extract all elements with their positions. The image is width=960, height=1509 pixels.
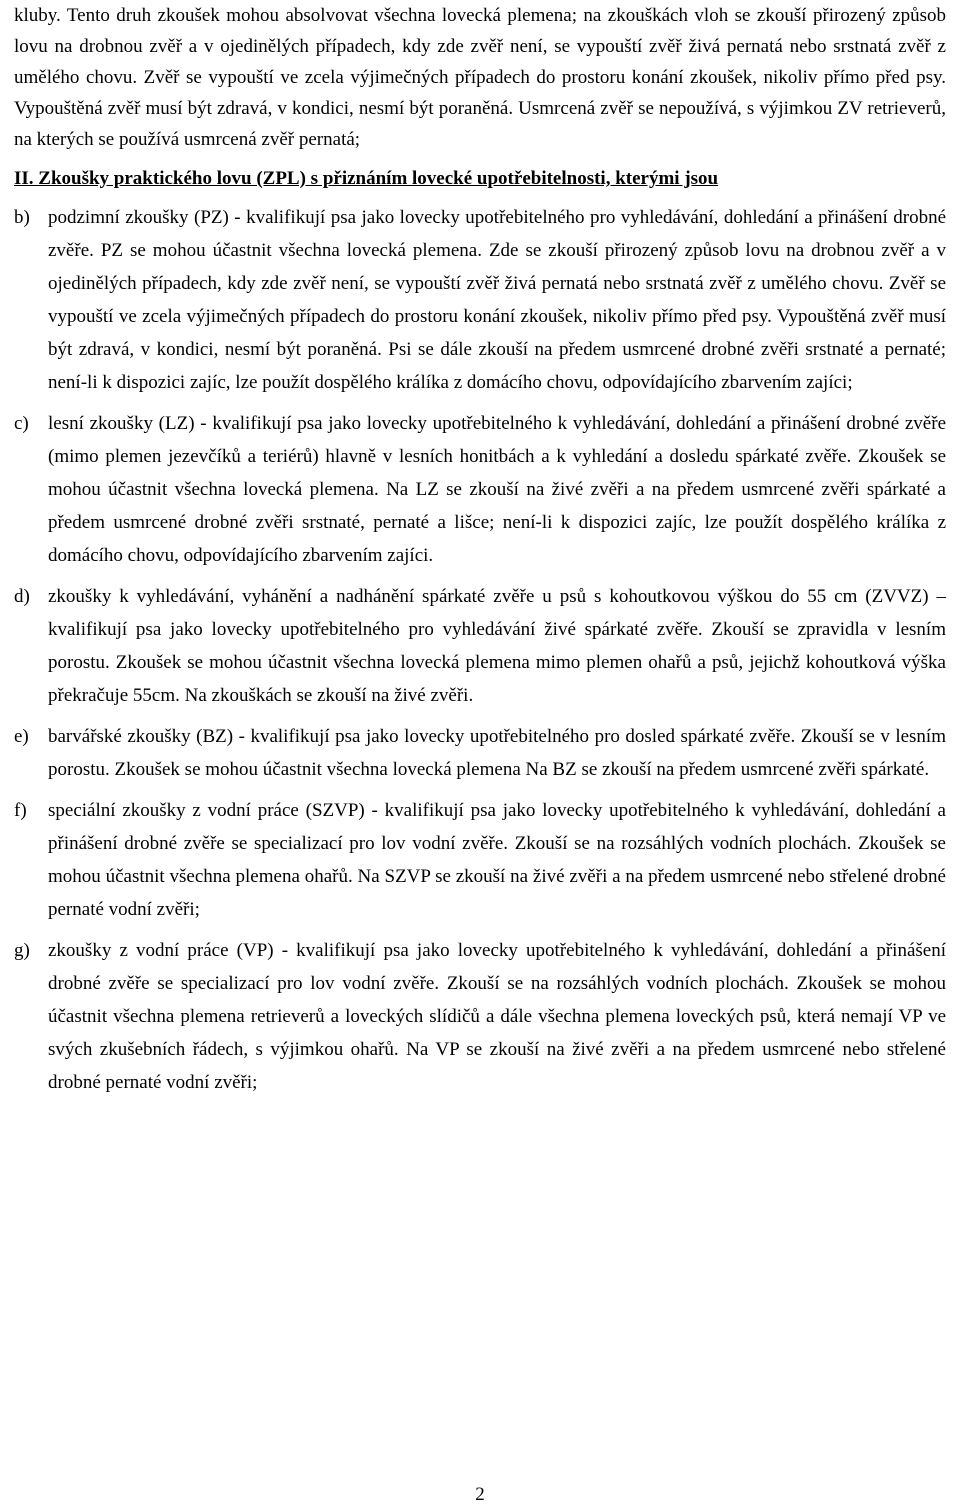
list-marker: f)	[14, 800, 27, 821]
list-marker: d)	[14, 586, 30, 607]
list-marker: c)	[14, 413, 29, 434]
list-item-text: barvářské zkoušky (BZ) - kvalifikují psa jako lovecky upotřebitelného pro dosled spárkaté zvěře. Zkouší se v lesním porostu. Zkoušek se mohou účastnit všechna lovecká plemena Na BZ se zkouší na předem usmrcené zvěři spárkaté.	[48, 726, 946, 780]
list-marker: g)	[14, 940, 30, 961]
section-heading: II. Zkoušky praktického lovu (ZPL) s přiznáním lovecké upotřebitelnosti, kterými jsou	[14, 168, 719, 189]
page-number: 2	[475, 1484, 485, 1505]
list-item-text: zkoušky k vyhledávání, vyhánění a nadhánění spárkaté zvěře u psů s kohoutkovou výškou do 55 cm (ZVVZ) – kvalifikují psa jako lovecky upotřebitelného pro vyhledávání živé spárkaté zvěře. Zkouší se zpravidla v lesním porostu. Zkoušek se mohou účastnit všechna lovecká plemena mimo plemen ohařů a psů, jejichž kohoutková výška překračuje 55cm. Na zkouškách se zkouší na živé zvěři.	[48, 586, 946, 706]
list-marker: b)	[14, 207, 30, 228]
list-marker: e)	[14, 726, 29, 747]
list-item-text: speciální zkoušky z vodní práce (SZVP) - kvalifikují psa jako lovecky upotřebitelného k vyhledávání, dohledání a přinášení drobné zvěře se specializací pro lov vodní zvěře. Zkouší se na rozsáhlých vodních plochách. Zkoušek se mohou účastnit všechna plemena ohařů. Na SZVP se zkouší na živé zvěři a na předem usmrcené nebo střelené drobné pernaté vodní zvěři;	[48, 800, 946, 920]
list-item-e	[0, 720, 946, 786]
list-item-c	[0, 407, 946, 572]
list-item-text: zkoušky z vodní práce (VP) - kvalifikují psa jako lovecky upotřebitelného k vyhledávání, dohledání a přinášení drobné zvěře se specializací pro lov vodní zvěře. Zkouší se na rozsáhlých vodních plochách. Zkoušek se mohou účastnit všechna plemena retrieverů a loveckých slídičů a dále všechna plemena loveckých psů, která nemají VP ve svých zkušebních řádech, s výjimkou ohařů. Na VP se zkouší na živé zvěři a na předem usmrcené nebo střelené drobné pernaté vodní zvěři;	[48, 940, 946, 1093]
intro-paragraph: kluby. Tento druh zkoušek mohou absolvovat všechna lovecká plemena; na zkouškách vloh se zkouší přirozený způsob lovu na drobnou zvěř a v ojedinělých případech, kdy zde zvěř není, se vypouští zvěř živá pernatá nebo srstnatá zvěř z umělého chovu. Zvěř se vypouští ve zcela výjimečných případech do prostoru konání zkoušek, nikoliv přímo před psy. Vypouštěná zvěř musí být zdravá, v kondici, nesmí být poraněná. Usmrcená zvěř se nepoužívá, s výjimkou ZV retrieverů, na kterých se používá usmrcená zvěř pernatá;	[14, 5, 946, 150]
list-item-b	[0, 201, 946, 399]
list-item-d	[0, 580, 946, 712]
list-item-f	[0, 794, 946, 926]
list-item-text: lesní zkoušky (LZ) - kvalifikují psa jako lovecky upotřebitelného k vyhledávání, dohledání a přinášení drobné zvěře (mimo plemen jezevčíků a teriérů) hlavně v lesních honitbách a k vyhledání a dosledu spárkaté zvěře. Zkoušek se mohou účastnit všechna lovecká plemena. Na LZ se zkouší na živé zvěři a na předem usmrcené zvěři spárkaté a předem usmrcené drobné zvěři srstnaté, pernaté a lišce; není-li k dispozici zajíc, lze použít dospělého králíka z domácího chovu, odpovídajícího zbarvením zajíci.	[48, 413, 946, 566]
list-item-text: podzimní zkoušky (PZ) - kvalifikují psa jako lovecky upotřebitelného pro vyhledávání, dohledání a přinášení drobné zvěře. PZ se mohou účastnit všechna lovecká plemena. Zde se zkouší přirozený způsob lovu na drobnou zvěř a v ojedinělých případech, kdy zde zvěř není, se vypouští zvěř živá pernatá nebo srstnatá zvěř z umělého chovu. Zvěř se vypouští ve zcela výjimečných případech do prostoru konání zkoušek, nikoliv přímo před psy. Vypouštěná zvěř musí být zdravá, v kondici, nesmí být poraněná. Psi se dále zkouší na předem usmrcené drobné zvěři srstnaté a pernaté; není-li k dispozici zajíc, lze použít dospělého králíka z domácího chovu, odpovídajícího zbarvením zajíci;	[48, 207, 946, 393]
list-item-g	[0, 934, 946, 1099]
